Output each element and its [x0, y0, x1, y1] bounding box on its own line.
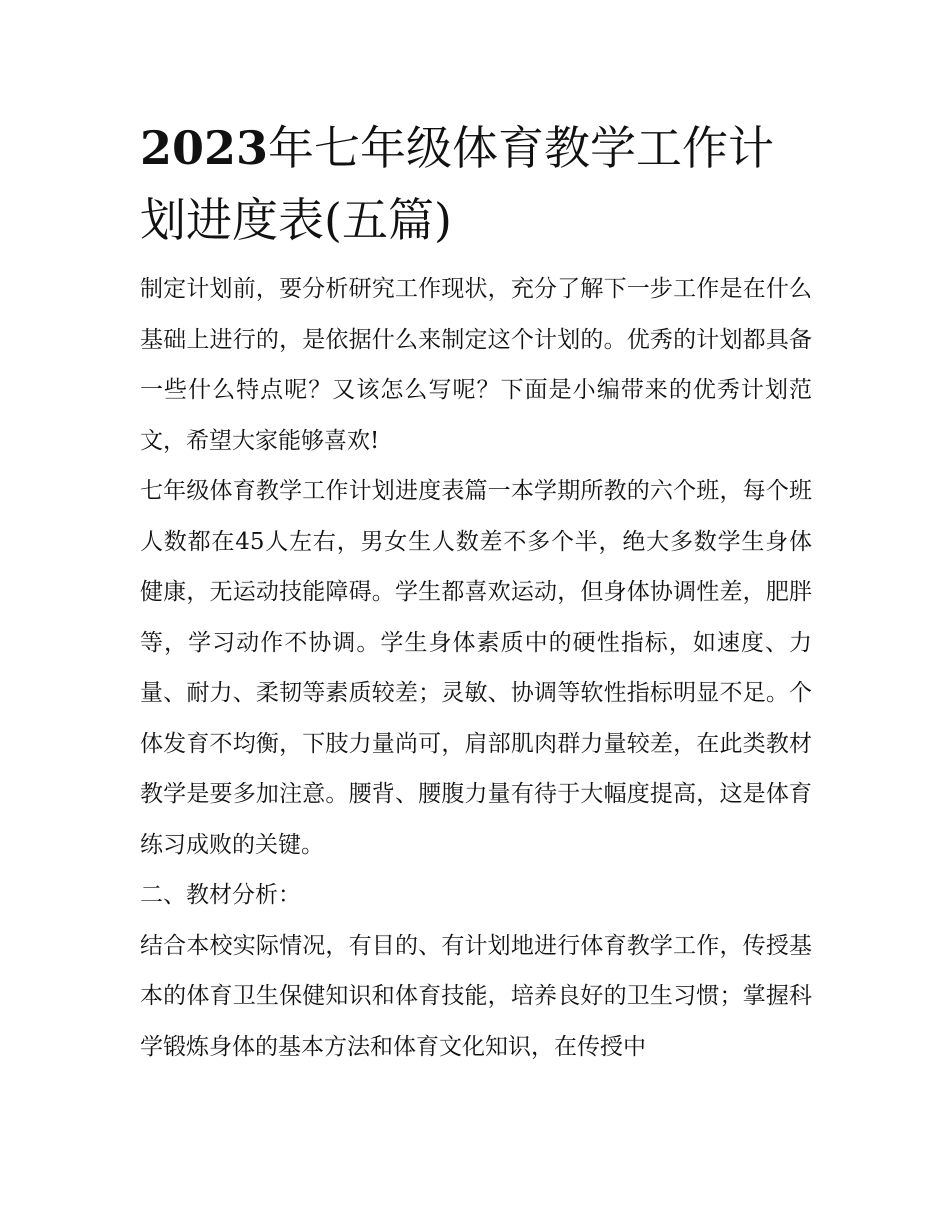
- title-text: 年七年级体育教学工作计划进度表(五篇): [140, 121, 775, 247]
- section-heading: 二、教材分析：: [140, 882, 301, 908]
- document-body: [140, 112, 812, 1072]
- document-title: [140, 112, 812, 256]
- title-year: 2023: [140, 121, 269, 175]
- section-two-paragraph: 结合本校实际情况，有目的、有计划地进行体育教学工作，传授基本的体育卫生保健知识和体育技能，培养良好的卫生习惯；掌握科学锻炼身体的基本方法和体育文化知识，在传授中: [140, 932, 812, 1060]
- section-one-paragraph: 七年级体育教学工作计划进度表篇一本学期所教的六个班，每个班人数都在45人左右，男女生人数差不多个半，绝大多数学生身体健康，无运动技能障碍。学生都喜欢运动，但身体协调性差，肥胖等，学习动作不协调。学生身体素质中的硬性指标，如速度、力量、耐力、柔韧等素质较差；灵敏、协调等软性指标明显不足。个体发育不均衡，下肢力量尚可，肩部肌肉群力量较差，在此类教材教学是要多加注意。腰背、腰腹力量有待于大幅度提高，这是体育练习成败的关键。: [140, 478, 812, 858]
- intro-paragraph: 制定计划前，要分析研究工作现状，充分了解下一步工作是在什么基础上进行的，是依据什么来制定这个计划的。优秀的计划都具备一些什么特点呢？又该怎么写呢？下面是小编带来的优秀计划范文，希望大家能够喜欢!: [140, 276, 812, 454]
